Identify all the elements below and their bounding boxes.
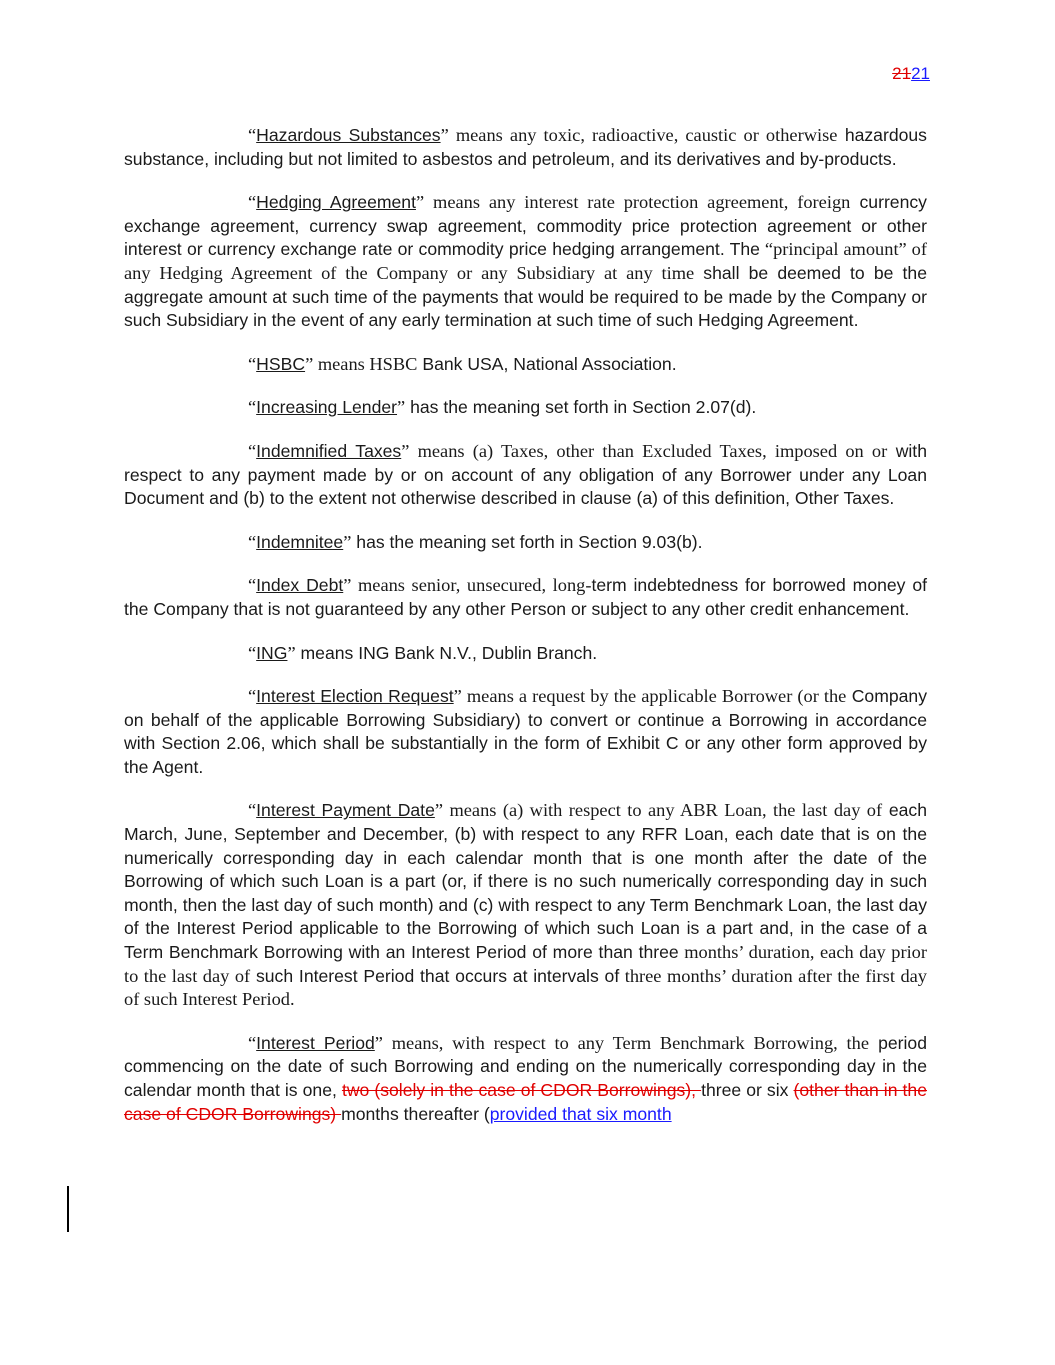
deleted-text: (other than in the case of CDOR Borrowings) [124,1080,927,1124]
definition-increasing-lender: “Increasing Lender” has the meaning set forth in Section 2.07(d). [248,397,757,418]
page-number [892,63,930,85]
definitions-body [124,124,927,1146]
term: Interest Payment Date [256,800,435,821]
term: Hazardous Substances [256,125,441,145]
term: Indemnitee [256,531,344,552]
term: ING [256,642,288,663]
term: Increasing Lender [256,397,398,418]
definition-index-debt: “Index Debt” means senior, unsecured, long-term indebtedness for borrowed money of the Company that is not guaranteed by any other Person or subject to any other credit enhancement. [124,575,928,619]
term: HSBC [256,353,306,374]
deleted-text: two (solely in the case of CDOR Borrowings), [341,1080,702,1100]
definition-interest-election-request: “Interest Election Request” means a request by the applicable Borrower (or the Company on behalf of the applicable Borrowing Subsidiary) to convert or continue a Borrowing in accordance with Section 2.06, which shall be substantially in the form of Exhibit C or any other form approved by the Agent. [124,686,927,777]
definition-interest-period: “Interest Period” means, with respect to any Term Benchmark Borrowing, the period commencing on the date of such Borrowing and ending on the numerically corresponding day in the calendar month that is one, two (solely in the case of CDOR Borrowings), three or six (other than in the case of CDOR Borrowings) months thereafter (provided that six month [124,1032,928,1124]
page-number-deleted: 21 [892,64,912,83]
change-bar [67,1186,69,1232]
definition-indemnitee: “Indemnitee” has the meaning set forth in Section 9.03(b). [248,531,703,552]
term: Interest Period [256,1032,375,1053]
definition-hedging-agreement: “Hedging Agreement” means any interest rate protection agreement, foreign currency exchange agreement, currency swap agreement, commodity price protection agreement or other interest or currency exchange rate or commodity price hedging arrangement. The “principal amount” of any Hedging Agreement of the Company or any Subsidiary at any time shall be deemed to be the aggregate amount at such time of the payments that would be required to be made by the Company or such Subsidiary in the event of any early termination at such time of such Hedging Agreement. [124,192,927,331]
term: Hedging Agreement [256,192,416,213]
definition-indemnified-taxes: “Indemnified Taxes” means (a) Taxes, other than Excluded Taxes, imposed on or with respect to any payment made by or on account of any obligation of any Borrower under any Loan Document and (b) to the extent not otherwise described in clause (a) of this definition, Other Taxes. [124,440,927,509]
inserted-text: provided that six month [489,1103,672,1124]
page-number-inserted: 21 [911,64,930,83]
definition-hazardous-substances: “Hazardous Substances” means any toxic, radioactive, caustic or otherwise hazardous substance, including but not limited to asbestos and petroleum, and its derivatives and by-products. [124,125,927,169]
term: Index Debt [256,575,344,596]
definition-interest-payment-date: “Interest Payment Date” means (a) with respect to any ABR Loan, the last day of each March, June, September and December, (b) with respect to any RFR Loan, each date that is on the numerically corresponding day in each calendar month that is one month after the date of the Borrowing of which such Loan is a part (or, if there is no such numerically corresponding day in such month, then the last day of such month) and (c) with respect to any Term Benchmark Loan, the last day of the Interest Period applicable to the Borrowing of which such Loan is a part and, in the case of a Term Benchmark Borrowing with an Interest Period of more than three months’ duration, each day prior to the last day of such Interest Period that occurs at intervals of three months’ duration after the first day of such Interest Period. [124,800,928,1010]
term: Indemnified Taxes [256,440,402,461]
definition-ing: “ING” means ING Bank N.V., Dublin Branch. [248,642,598,663]
definition-hsbc: “HSBC” means HSBC Bank USA, National Association. [248,353,677,374]
term: Interest Election Request [256,686,454,707]
